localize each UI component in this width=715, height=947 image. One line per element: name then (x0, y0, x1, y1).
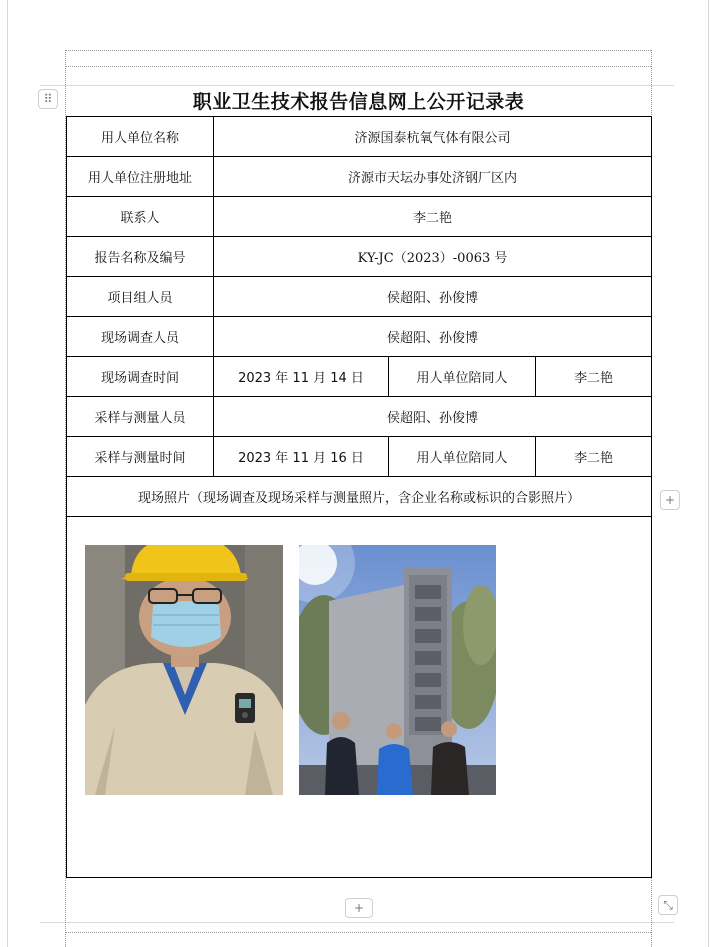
sampling-staff-label: 采样与测量人员 (67, 397, 214, 437)
survey-time-value[interactable]: 2023 年 11 月 14 日 (214, 357, 389, 397)
photos-cell[interactable] (67, 517, 652, 878)
add-column-button[interactable]: + (660, 490, 680, 510)
header-guide-bottom (65, 66, 651, 67)
employer-name-label: 用人单位名称 (67, 117, 214, 157)
table-row (67, 277, 652, 317)
survey-time-label: 现场调查时间 (67, 357, 214, 397)
add-row-button[interactable]: + (345, 898, 373, 918)
page-left-edge (7, 0, 8, 947)
table-row (67, 197, 652, 237)
survey-staff-value[interactable]: 侯超阳、孙俊博 (214, 317, 652, 357)
document-title: 职业卫生技术报告信息网上公开记录表 (192, 91, 525, 113)
resize-table-icon[interactable]: ⤡ (658, 895, 678, 915)
contact-label: 联系人 (67, 197, 214, 237)
site-photo-group-image (299, 545, 496, 795)
table-row (67, 357, 652, 397)
table-row (67, 477, 652, 517)
employer-address-value[interactable]: 济源市天坛办事处济钢厂区内 (214, 157, 652, 197)
report-value[interactable]: KY-JC（2023）-0063 号 (214, 237, 652, 277)
table-row (67, 237, 652, 277)
record-table (66, 116, 652, 878)
site-photo-worker[interactable] (85, 545, 283, 795)
table-drag-handle-icon[interactable]: ⠿ (38, 89, 58, 109)
page-right-edge (708, 0, 709, 947)
sampling-staff-value[interactable]: 侯超阳、孙俊博 (214, 397, 652, 437)
site-photo-worker-image (85, 545, 283, 795)
sampling-escort-value[interactable]: 李二艳 (536, 437, 652, 477)
project-team-label: 项目组人员 (67, 277, 214, 317)
project-team-value[interactable]: 侯超阳、孙俊博 (214, 277, 652, 317)
photos-header: 现场照片（现场调查及现场采样与测量照片，含企业名称或标识的合影照片） (67, 477, 652, 517)
sampling-escort-label: 用人单位陪同人 (389, 437, 536, 477)
table-row (67, 117, 652, 157)
table-row (67, 437, 652, 477)
survey-staff-label: 现场调查人员 (67, 317, 214, 357)
table-row (67, 517, 652, 878)
report-label: 报告名称及编号 (67, 237, 214, 277)
page-margin-top (40, 85, 674, 86)
contact-value[interactable]: 李二艳 (214, 197, 652, 237)
sampling-time-label: 采样与测量时间 (67, 437, 214, 477)
employer-name-value[interactable]: 济源国泰杭氧气体有限公司 (214, 117, 652, 157)
header-guide-top (65, 50, 651, 51)
site-photo-group[interactable] (299, 545, 496, 795)
footer-guide-top (65, 932, 651, 933)
table-row (67, 397, 652, 437)
table-row (67, 157, 652, 197)
table-row (67, 317, 652, 357)
survey-escort-value[interactable]: 李二艳 (536, 357, 652, 397)
survey-escort-label: 用人单位陪同人 (389, 357, 536, 397)
page-margin-bottom (40, 922, 674, 923)
employer-address-label: 用人单位注册地址 (67, 157, 214, 197)
sampling-time-value[interactable]: 2023 年 11 月 16 日 (214, 437, 389, 477)
